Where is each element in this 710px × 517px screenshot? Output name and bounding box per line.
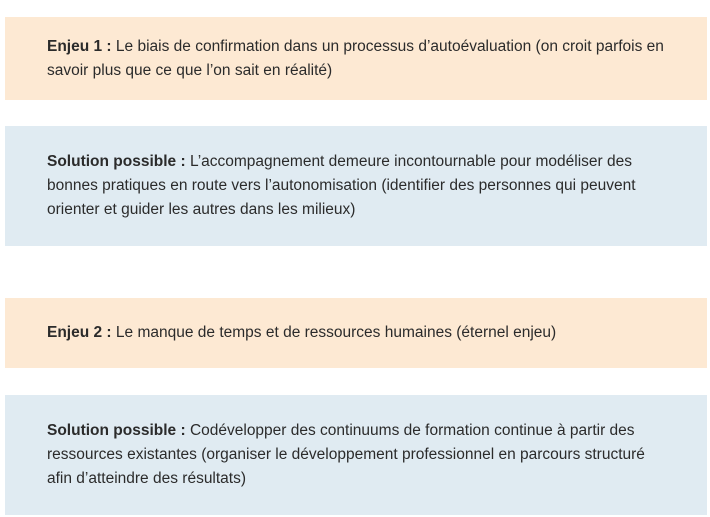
enjeu-1-label: Enjeu 1 : — [47, 37, 112, 55]
solution-2-box — [5, 395, 707, 515]
solution-1-box — [5, 126, 707, 246]
enjeu-2-text — [47, 321, 556, 345]
enjeu-2-description: Le manque de temps et de ressources humaines (éternel enjeu) — [111, 324, 557, 341]
solution-2-text — [47, 419, 667, 491]
solution-2-description: Codévelopper des continuums de formation continue à partir des ressources existantes (organiser le développement professionnel en parcours structuré afin d’atteindre des résultats) — [47, 422, 645, 487]
enjeu-2-label: Enjeu 2 : — [47, 324, 112, 341]
enjeu-1-text — [47, 35, 667, 83]
enjeu-1-box — [5, 17, 707, 100]
enjeu-1-description: Le biais de confirmation dans un processus d’autoévaluation (on croit parfois en savoir plus que ce que l’on sait en réalité) — [47, 37, 664, 79]
solution-1-label: Solution possible : — [47, 153, 186, 170]
solution-1-text — [47, 150, 667, 222]
solution-1-description: L’accompagnement demeure incontournable pour modéliser des bonnes pratiques en route vers l’autonomisation (identifier des personnes qui peuvent orienter et guider les autres dans les milieux) — [47, 153, 636, 218]
solution-2-label: Solution possible : — [47, 422, 186, 439]
enjeu-2-box — [5, 298, 707, 368]
